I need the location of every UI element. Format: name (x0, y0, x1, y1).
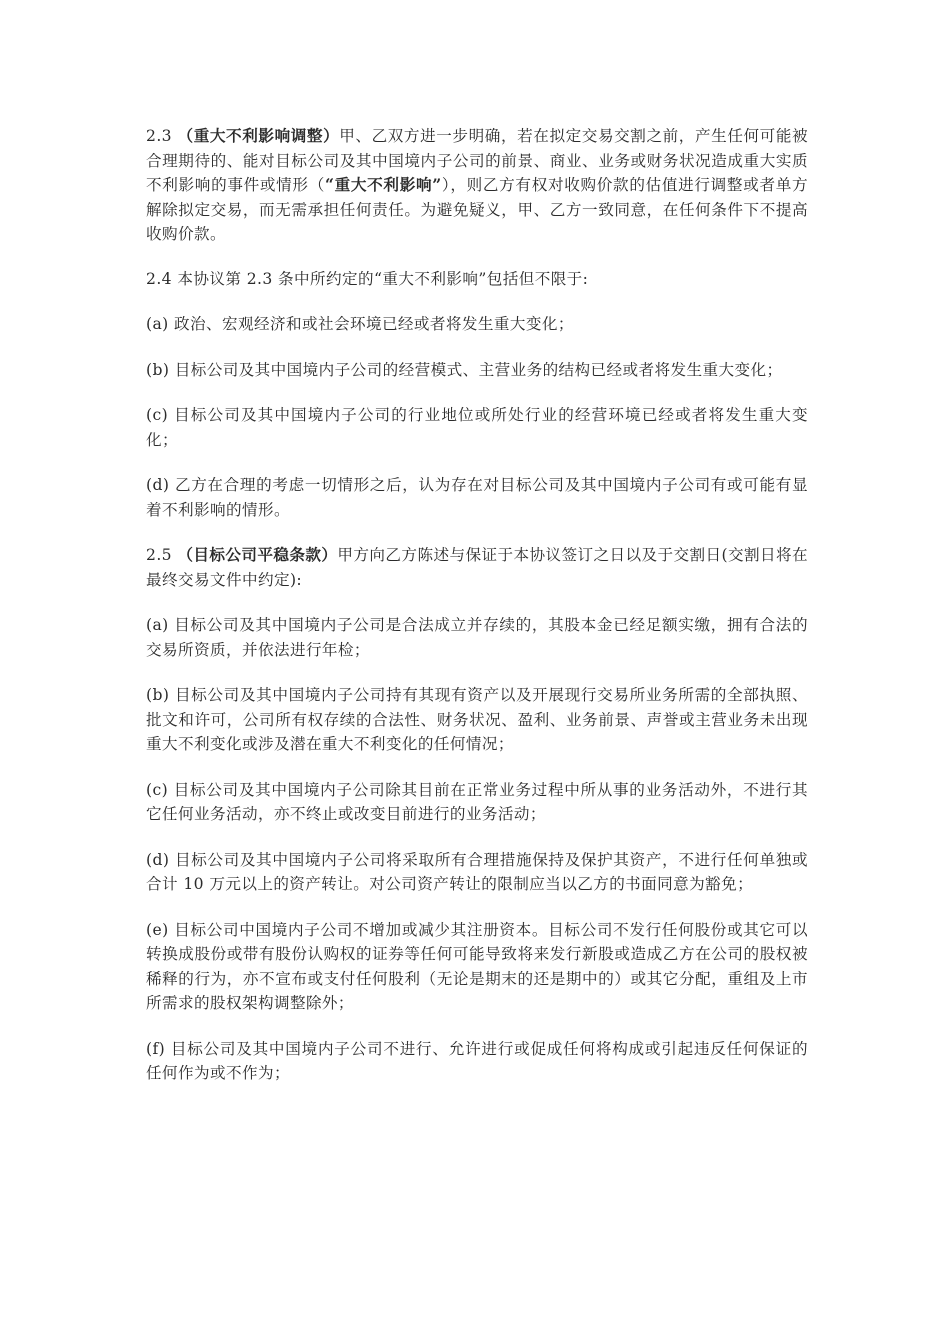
clause-2-4-c: (c) 目标公司及其中国境内子公司的行业地位或所处行业的经营环境已经或者将发生重大变化； (146, 406, 808, 449)
clause-2-4: 2.4 本协议第 2.3 条中所约定的“重大不利影响”包括但不限于: (146, 269, 589, 288)
clause-2-4-b: (b) 目标公司及其中国境内子公司的经营模式、主营业务的结构已经或者将发生重大变化； (146, 360, 783, 379)
clause-2-4-d: (d) 乙方在合理的考虑一切情形之后，认为存在对目标公司及其中国境内子公司有或可能有显着不利影响的情形。 (146, 476, 808, 519)
clause-2-3 (146, 124, 808, 247)
clause-2-5-e: (e) 目标公司中国境内子公司不增加或减少其注册资本。目标公司不发行任何股份或其它可以转换成股份或带有股份认购权的证券等任何可能导致将来发行新股或造成乙方在公司的股权被稀释的行为，亦不宣布或支付任何股利（无论是期末的还是期中的）或其它分配，重组及上市所需求的股权架构调整除外； (146, 920, 808, 1012)
document-page (146, 124, 808, 1107)
clause-2-5-c: (c) 目标公司及其中国境内子公司除其目前在正常业务过程中所从事的业务活动外，不进行其它任何业务活动，亦不终止或改变目前进行的业务活动； (146, 780, 808, 823)
clause-2-5-b: (b) 目标公司及其中国境内子公司持有其现有资产以及开展现行交易所业务所需的全部执照、批文和许可，公司所有权存续的合法性、财务状况、盈利、业务前景、声誉或主营业务未出现重大不利变化或涉及潜在重大不利变化的任何情况； (146, 686, 808, 753)
clause-2-5-text: 甲方向乙方陈述与保证于本协议签订之日以及于交割日(交割日将在最终交易文件中约定): (146, 546, 808, 589)
clause-2-3-number: 2.3 (146, 127, 172, 145)
clause-2-3-text-a: 甲、乙双方进一步明确，若在拟定交易交割之前，产生任何可能被合理期待的、能对目标公司及其中国境内子公司的前景、商业、业务或财务状况造成重大实质不利影响的事件或情形（ (146, 127, 808, 194)
clause-2-3-title: （重大不利影响调整） (177, 126, 340, 145)
clause-2-5-a: (a) 目标公司及其中国境内子公司是合法成立并存续的，其股本金已经足额实缴，拥有合法的交易所资质，并依法进行年检； (146, 616, 808, 659)
clause-2-5-f: (f) 目标公司及其中国境内子公司不进行、允许进行或促成任何将构成或引起违反任何保证的任何作为或不作为； (146, 1039, 808, 1082)
clause-2-4-a: (a) 政治、宏观经济和或社会环境已经或者将发生重大变化； (146, 315, 574, 333)
clause-2-5 (146, 543, 808, 592)
clause-2-3-text-b: ），则乙方有权对收购价款的估值进行调整或者单方解除拟定交易，而无需承担任何责任。为避免疑义，甲、乙方一致同意，在任何条件下不提高收购价款。 (146, 176, 809, 243)
clause-2-5-number: 2.5 (146, 546, 172, 564)
clause-2-3-defined-term: “重大不利影响” (324, 175, 442, 194)
clause-2-5-d: (d) 目标公司及其中国境内子公司将采取所有合理措施保持及保护其资产，不进行任何单独或合计 10 万元以上的资产转让。对公司资产转让的限制应当以乙方的书面同意为豁免； (146, 850, 808, 893)
clause-2-5-title: （目标公司平稳条款） (177, 545, 338, 564)
